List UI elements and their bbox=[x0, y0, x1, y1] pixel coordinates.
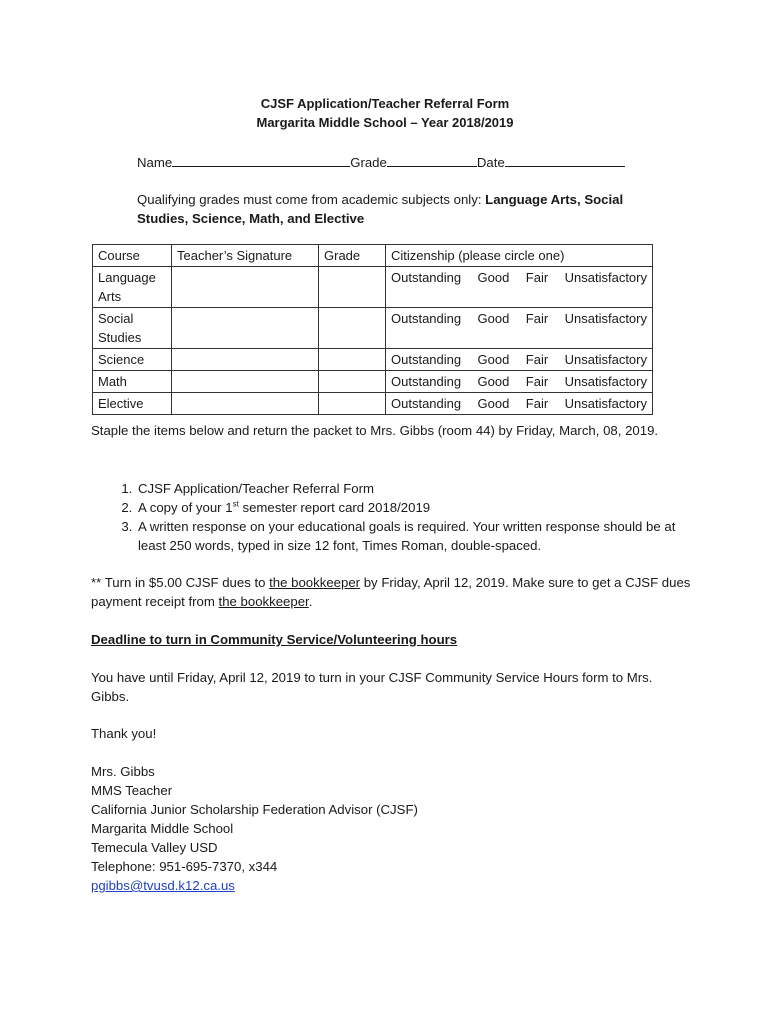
course-cell bbox=[93, 267, 172, 308]
table-row bbox=[93, 267, 653, 308]
table-row bbox=[93, 308, 653, 349]
course-name: Math bbox=[98, 374, 127, 389]
course-name: Language bbox=[98, 270, 156, 285]
course-cell bbox=[93, 308, 172, 349]
list-item: 3. A written response on your educational goals is required. Your written response should be at least 250 words, typed in size 12 font, Times Roman, double-spaced. bbox=[136, 517, 683, 555]
table-row bbox=[93, 349, 653, 371]
item-superscript: st bbox=[232, 499, 239, 509]
option-unsatisfactory[interactable]: Unsatisfactory bbox=[564, 270, 647, 285]
item-text: A copy of your 1 bbox=[138, 500, 233, 515]
dues-note bbox=[91, 573, 691, 611]
signature-cell[interactable] bbox=[172, 393, 319, 415]
qualifying-note bbox=[137, 190, 657, 228]
option-good[interactable]: Good bbox=[477, 374, 510, 389]
citizenship-cell bbox=[386, 393, 653, 415]
option-good[interactable]: Good bbox=[477, 352, 510, 367]
sig-school: Margarita Middle School bbox=[91, 821, 234, 836]
option-good[interactable]: Good bbox=[477, 270, 510, 285]
student-info-line bbox=[137, 152, 625, 172]
form-title: CJSF Application/Teacher Referral Form bbox=[260, 96, 510, 111]
citizenship-cell bbox=[386, 308, 653, 349]
item-text-cont: semester report card 2018/2019 bbox=[238, 500, 431, 515]
header-citizenship: Citizenship (please circle one) bbox=[386, 245, 653, 267]
header-signature: Teacher’s Signature bbox=[172, 245, 319, 267]
name-label: Name bbox=[137, 155, 173, 170]
course-cell bbox=[93, 393, 172, 415]
sig-advisor: California Junior Scholarship Federation Advisor (CJSF) bbox=[91, 802, 418, 817]
email-link[interactable]: pgibbs@tvusd.k12.ca.us bbox=[91, 878, 235, 893]
dues-text-end: . bbox=[308, 594, 313, 609]
date-field[interactable] bbox=[505, 152, 625, 167]
sig-phone: Telephone: 951-695-7370, x344 bbox=[91, 859, 278, 874]
deadline-text: You have until Friday, April 12, 2019 to turn in your CJSF Community Service Hours form to Mrs. Gibbs. bbox=[91, 670, 653, 704]
citizenship-cell bbox=[386, 349, 653, 371]
option-unsatisfactory[interactable]: Unsatisfactory bbox=[564, 311, 647, 326]
sig-role: MMS Teacher bbox=[91, 783, 173, 798]
grade-label: Grade bbox=[350, 155, 387, 170]
grade-cell[interactable] bbox=[319, 267, 386, 308]
header-grade: Grade bbox=[319, 245, 386, 267]
sig-district: Temecula Valley USD bbox=[91, 840, 218, 855]
list-item: 1. CJSF Application/Teacher Referral Form bbox=[136, 479, 736, 498]
course-name-cont: Studies bbox=[98, 330, 142, 345]
signature-block bbox=[91, 762, 418, 895]
sig-name: Mrs. Gibbs bbox=[91, 764, 155, 779]
table-header-row bbox=[93, 245, 653, 267]
grade-cell[interactable] bbox=[319, 393, 386, 415]
option-fair[interactable]: Fair bbox=[525, 374, 549, 389]
grade-field[interactable] bbox=[387, 152, 477, 167]
header-course: Course bbox=[93, 245, 172, 267]
option-fair[interactable]: Fair bbox=[525, 270, 549, 285]
referral-table bbox=[92, 244, 653, 415]
option-fair[interactable]: Fair bbox=[525, 311, 549, 326]
citizenship-cell bbox=[386, 371, 653, 393]
option-good[interactable]: Good bbox=[477, 396, 510, 411]
list-item bbox=[136, 498, 736, 517]
grade-cell[interactable] bbox=[319, 371, 386, 393]
qualifying-text: Qualifying grades must come from academic subjects only: bbox=[137, 192, 486, 207]
citizenship-cell bbox=[386, 267, 653, 308]
course-name: Social bbox=[98, 311, 134, 326]
signature-cell[interactable] bbox=[172, 308, 319, 349]
dues-text-cont: by Friday, April 12, 2019. Make sure to get a CJSF dues payment receipt from bbox=[91, 575, 691, 609]
course-cell bbox=[93, 371, 172, 393]
form-subtitle: Margarita Middle School – Year 2018/2019 bbox=[256, 115, 514, 130]
table-row bbox=[93, 371, 653, 393]
option-outstanding[interactable]: Outstanding bbox=[391, 374, 462, 389]
signature-cell[interactable] bbox=[172, 349, 319, 371]
bookkeeper-link[interactable]: the bookkeeper bbox=[269, 575, 361, 590]
signature-cell[interactable] bbox=[172, 267, 319, 308]
staple-instructions: Staple the items below and return the packet to Mrs. Gibbs (room 44) by Friday, March, 08, 2019. bbox=[91, 423, 659, 438]
option-outstanding[interactable]: Outstanding bbox=[391, 270, 462, 285]
option-unsatisfactory[interactable]: Unsatisfactory bbox=[564, 396, 647, 411]
qualifying-subjects: Language Arts, Social Studies, Science, Math, and Elective bbox=[137, 192, 624, 226]
option-outstanding[interactable]: Outstanding bbox=[391, 311, 462, 326]
option-unsatisfactory[interactable]: Unsatisfactory bbox=[564, 374, 647, 389]
grade-cell[interactable] bbox=[319, 349, 386, 371]
option-unsatisfactory[interactable]: Unsatisfactory bbox=[564, 352, 647, 367]
name-field[interactable] bbox=[172, 152, 350, 167]
grade-cell[interactable] bbox=[319, 308, 386, 349]
course-name: Elective bbox=[98, 396, 144, 411]
option-good[interactable]: Good bbox=[477, 311, 510, 326]
option-outstanding[interactable]: Outstanding bbox=[391, 352, 462, 367]
date-label: Date bbox=[476, 155, 505, 170]
bookkeeper-link-2[interactable]: the bookkeeper bbox=[218, 594, 309, 609]
course-name: Science bbox=[98, 352, 145, 367]
table-row bbox=[93, 393, 653, 415]
thank-you: Thank you! bbox=[91, 726, 157, 741]
course-name-cont: Arts bbox=[98, 289, 122, 304]
option-fair[interactable]: Fair bbox=[525, 396, 549, 411]
dues-text: ** Turn in $5.00 CJSF dues to bbox=[91, 575, 270, 590]
deadline-heading: Deadline to turn in Community Service/Volunteering hours bbox=[91, 632, 458, 647]
option-outstanding[interactable]: Outstanding bbox=[391, 396, 462, 411]
signature-cell[interactable] bbox=[172, 371, 319, 393]
required-items-list bbox=[91, 479, 736, 555]
course-cell bbox=[93, 349, 172, 371]
option-fair[interactable]: Fair bbox=[525, 352, 549, 367]
